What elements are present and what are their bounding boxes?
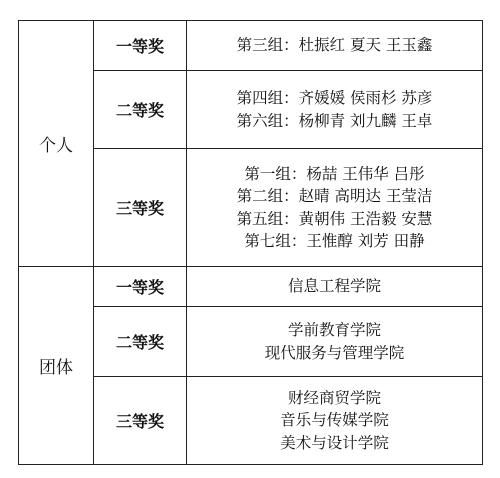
- category-team: 团体: [19, 267, 94, 465]
- winners-cell: [187, 377, 483, 465]
- winners-line: 第四组：齐媛媛 侯雨杉 苏彦: [236, 89, 433, 107]
- category-individual: 个人: [19, 21, 94, 267]
- winners-line: 现代服务与管理学院: [264, 343, 405, 362]
- winners-cell: [187, 307, 483, 377]
- award-level: 一等奖: [94, 21, 187, 71]
- winners-line: 第七组：王惟醇 刘芳 田静: [244, 232, 425, 250]
- winners-line: 信息工程学院: [287, 277, 381, 296]
- table-row: [19, 21, 483, 71]
- award-level: 三等奖: [94, 149, 187, 267]
- winners-line: 学前教育学院: [287, 321, 381, 339]
- awards-table: [18, 20, 483, 465]
- table-row: [19, 267, 483, 307]
- winners-cell: [187, 71, 483, 149]
- winners-line: 财经商贸学院: [287, 388, 381, 407]
- award-level: 二等奖: [94, 307, 187, 377]
- winners-cell: [187, 21, 483, 71]
- winners-line: 第三组：杜振红 夏天 王玉鑫: [236, 36, 433, 55]
- award-level: 一等奖: [94, 267, 187, 307]
- winners-line: 美术与设计学院: [280, 433, 389, 452]
- winners-cell: [187, 267, 483, 307]
- winners-line: 第六组：杨柳青 刘九麟 王卓: [236, 111, 433, 130]
- award-level: 二等奖: [94, 71, 187, 149]
- winners-line: 第五组：黄朝伟 王浩毅 安慧: [236, 209, 433, 228]
- winners-line: 第一组：杨喆 王伟华 吕彤: [244, 164, 425, 183]
- winners-cell: [187, 149, 483, 267]
- winners-line: 第二组：赵晴 高明达 王莹洁: [236, 187, 433, 205]
- winners-line: 音乐与传媒学院: [280, 411, 389, 430]
- award-level: 三等奖: [94, 377, 187, 465]
